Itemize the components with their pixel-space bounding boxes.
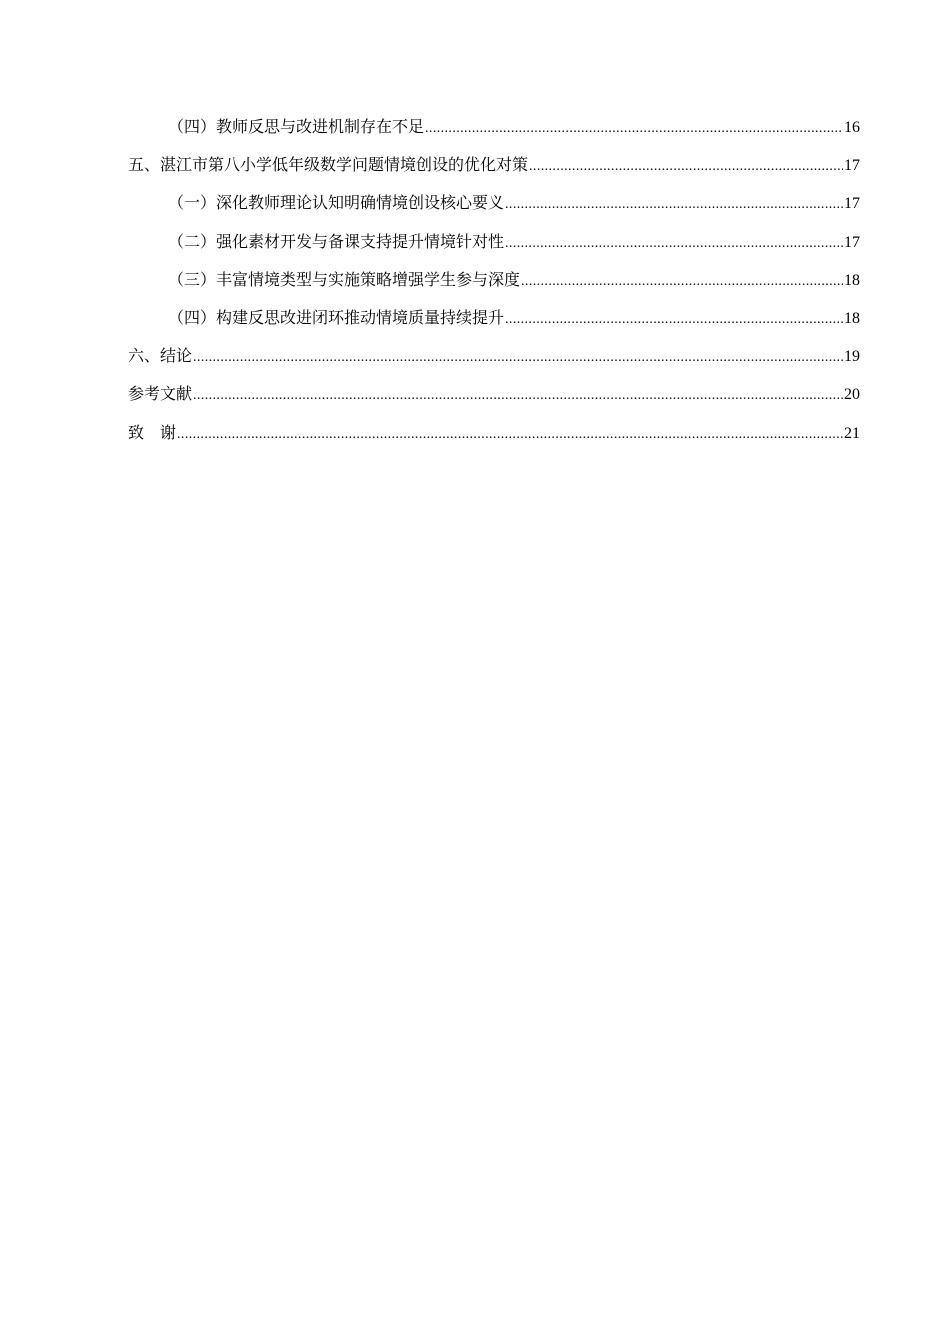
- toc-entry-title: 参考文献: [128, 384, 193, 404]
- toc-leader-dots: [177, 416, 843, 454]
- toc-entry-title: 五、湛江市第八小学低年级数学问题情境创设的优化对策: [128, 155, 529, 175]
- toc-entry[interactable]: [128, 299, 860, 337]
- toc-entry-page: 18: [844, 309, 860, 327]
- toc-leader-dots: [521, 263, 843, 301]
- table-of-contents: [128, 108, 860, 452]
- toc-entry-title: （四）构建反思改进闭环推动情境质量持续提升: [168, 307, 505, 327]
- toc-entry[interactable]: [128, 414, 860, 452]
- toc-leader-dots: [193, 339, 843, 377]
- toc-entry-title: 致 谢: [128, 422, 177, 442]
- toc-entry[interactable]: [128, 223, 860, 261]
- toc-leader-dots: [529, 148, 843, 186]
- toc-entry-title: 六、结论: [128, 346, 193, 366]
- toc-entry[interactable]: [128, 108, 860, 146]
- toc-entry[interactable]: [128, 146, 860, 184]
- toc-leader-dots: [505, 225, 843, 263]
- toc-entry[interactable]: [128, 337, 860, 375]
- toc-entry[interactable]: [128, 261, 860, 299]
- toc-entry-title: （一）深化教师理论认知明确情境创设核心要义: [168, 193, 505, 213]
- toc-entry-page: 21: [844, 424, 860, 442]
- toc-entry-page: 17: [844, 195, 860, 213]
- toc-entry-title: （三）丰富情境类型与实施策略增强学生参与深度: [168, 269, 521, 289]
- toc-leader-dots: [505, 301, 843, 339]
- toc-leader-dots: [425, 110, 843, 148]
- toc-leader-dots: [505, 186, 843, 224]
- toc-leader-dots: [193, 377, 843, 415]
- toc-entry-page: 17: [844, 233, 860, 251]
- toc-entry-page: 19: [844, 348, 860, 366]
- toc-entry-page: 16: [844, 119, 860, 136]
- toc-entry-title: （四）教师反思与改进机制存在不足: [168, 117, 425, 136]
- toc-entry[interactable]: [128, 184, 860, 222]
- toc-entry-page: 17: [844, 157, 860, 175]
- toc-entry-page: 20: [844, 386, 860, 404]
- toc-entry[interactable]: [128, 375, 860, 413]
- toc-entry-page: 18: [844, 271, 860, 289]
- toc-entry-title: （二）强化素材开发与备课支持提升情境针对性: [168, 231, 505, 251]
